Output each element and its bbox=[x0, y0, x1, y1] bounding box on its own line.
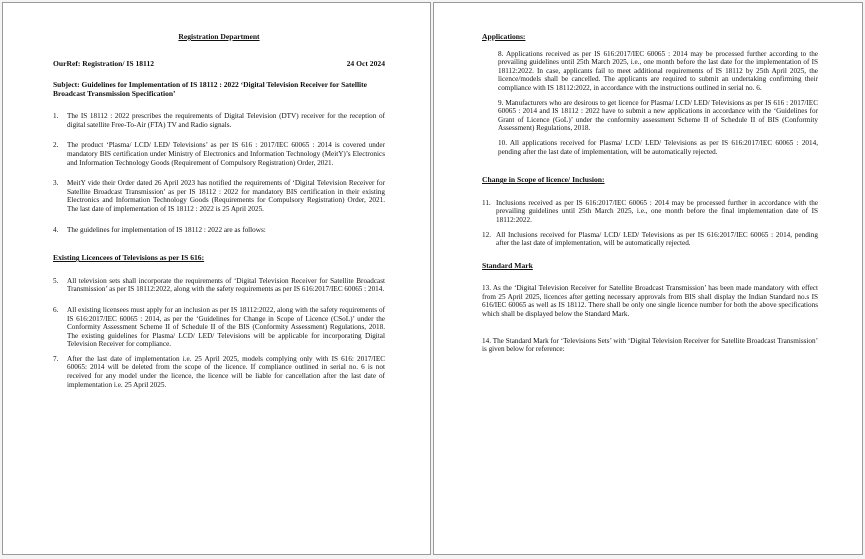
paragraph-text: After the last date of implementation i.e. 25 April 2025, models complying only with IS 616: 2017/IEC 60065: 2014 will be deleted from the scope of the licence. If compliance outlined in serial no. 6 is not received for any model under the licence, the licence will be liable for cancellation after the last date of implementation i.e. 25 April 2025. bbox=[67, 354, 385, 389]
paragraph-4 bbox=[53, 226, 385, 235]
paragraph-3 bbox=[53, 179, 385, 213]
page-2 bbox=[433, 2, 863, 555]
paragraph-text: The product ‘Plasma/ LCD/ LED/ Televisions’ as per IS 616 : 2017/IEC 60065 : 2014 is covered under mandatory BIS certification under Ministry of Electronics and Information Technology (MeitY)’s Electronics and Information Technology Goods (Requirement of Compulsory Registration) Order, 2021. bbox=[67, 141, 385, 167]
reference-number: OurRef: Registration/ IS 18112 bbox=[53, 58, 155, 68]
paragraph-text: The IS 18112 : 2022 prescribes the requirements of Digital Television (DTV) receiver for the reception of digital satellite Free-To-Air (FTA) TV and Radio signals. bbox=[67, 112, 385, 129]
letter-date: 24 Oct 2024 bbox=[346, 58, 385, 68]
page-1-content bbox=[53, 33, 385, 401]
paragraph-text: Inclusions received as per IS 616:2017/IEC 60065 : 2014 may be processed further in accordance with the prevailing guidelines until 25th March 2025, i.e., one month before the final implementation date of IS 18112:2022. bbox=[496, 198, 818, 224]
paragraph-text: MeitY vide their Order dated 26 April 2023 has notified the requirements of ‘Digital Television Receiver for Satellite Broadcast Transmission’ as per IS 18112 : 2022 for mandatory BIS certification in their existing Electronics and Information Technology Goods (Requirements for Compulsory Registration) Order, 2021. The last date of implementation of IS 18112 : 2022 is 25 April 2025. bbox=[67, 179, 385, 213]
section-heading-applications: Applications: bbox=[482, 32, 526, 41]
paragraph-7 bbox=[53, 355, 385, 389]
paragraph-number: 6. bbox=[53, 305, 59, 314]
paragraph-number: 5. bbox=[53, 276, 59, 285]
paragraph-number: 12. bbox=[482, 230, 491, 239]
paragraph-11 bbox=[482, 199, 818, 225]
page-1 bbox=[2, 2, 431, 555]
paragraph-12 bbox=[482, 231, 818, 248]
paragraph-13: 13. As the ‘Digital Television Receiver for Satellite Broadcast Transmission’ has been made mandatory with effect from 25 April 2025, licences after getting necessary approvals from BIS shall display the Indian Standard no.s IS 616/IEC 60065 as well as IS 18112. There shall be only one single licence number for both the above specifications which shall be displayed below the Standard Mark. bbox=[482, 284, 818, 319]
paragraph-10: 10. All applications received for Plasma/ LCD/ LED/ Televisions as per IS 616:2017/IEC 60065 : 2014, pending after the last date of implementation, will be automatically rejected. bbox=[498, 138, 818, 156]
paragraph-number: 2. bbox=[53, 141, 59, 150]
paragraph-2 bbox=[53, 141, 385, 167]
reference-row bbox=[53, 60, 385, 69]
paragraph-text: All Inclusions received for Plasma/ LCD/ LED/ Televisions as per IS 616:2017/IEC 60065 : 2014, pending after the last date of implementation, will be automatically rejected. bbox=[496, 230, 818, 248]
page-2-content bbox=[482, 33, 818, 366]
department-heading: Registration Department bbox=[178, 32, 260, 41]
paragraph-text: The guidelines for implementation of IS 18112 : 2022 are as follows: bbox=[67, 225, 266, 234]
paragraph-6 bbox=[53, 306, 385, 349]
paragraph-8: 8. Applications received as per IS 616:2017/IEC 60065 : 2014 may be processed further according to the prevailing guidelines until 25th March 2025, i.e., one month before the last date for the implementation of IS 18112:2022. In case, applicants fail to meet additional requirements of IS 18112 by 25th April 2025, the licence/models shall be cancelled. The applicants are required to submit an undertaking confirming their compliance with IS 18112:2022, in accordance with the instructions outlined in serial no. 6. bbox=[498, 49, 818, 92]
section-heading-standard-mark: Standard Mark bbox=[482, 260, 533, 270]
paragraph-number: 1. bbox=[53, 112, 59, 121]
section-heading-existing-licencees: Existing Licencees of Televisions as per IS 616: bbox=[53, 253, 205, 263]
paragraph-1 bbox=[53, 112, 385, 129]
paragraph-number: 4. bbox=[53, 225, 59, 234]
paragraph-number: 11. bbox=[482, 198, 491, 207]
paragraph-14: 14. The Standard Mark for ‘Televisions Sets’ with ‘Digital Television Receiver for Satellite Broadcast Transmission’ is given below for reference: bbox=[482, 336, 818, 354]
paragraph-number: 3. bbox=[53, 179, 59, 188]
paragraph-number: 7. bbox=[53, 354, 59, 363]
subject-line: Subject: Guidelines for Implementation of IS 18112 : 2022 ‘Digital Television Receiver for Satellite Broadcast Transmission Specification’ bbox=[53, 80, 367, 99]
paragraph-text: All television sets shall incorporate the requirements of ‘Digital Television Receiver for Satellite Broadcast Transmission’ as per IS 18112:2022, along with the safety requirements as per IS 616:2017/IEC 60065 : 2014. bbox=[67, 276, 385, 294]
paragraph-9: 9. Manufacturers who are desirous to get licence for Plasma/ LCD/ LED/ Televisions as per IS 616 : 2017/IEC 60065 : 2014 and IS 18112 : 2022 have to submit a new applications in accordance with the ‘Guidelines for Grant of Licence (GoL)’ under the conformity assessment Scheme II of Schedule II of BIS (Conformity Assessment) Regulations, 2018. bbox=[498, 98, 818, 133]
paragraph-5 bbox=[53, 277, 385, 294]
section-heading-change-in-scope: Change in Scope of licence/ Inclusion: bbox=[482, 175, 605, 185]
paragraph-text: All existing licensees must apply for an inclusion as per IS 18112:2022, along with the safety requirements of IS 616:2017/IEC 60065 : 2014, as per the ‘Guidelines for Change in Scope of Licence (CSoL)’ under the Conformity Assessment Scheme II of Schedule II of the BIS (Conformity Assessment) Regulations, 2018. The existing guidelines for Plasma/ LCD/ LED/ Televisions will be applicable for incorporating Digital Television Receiver for compliance. bbox=[67, 305, 385, 349]
